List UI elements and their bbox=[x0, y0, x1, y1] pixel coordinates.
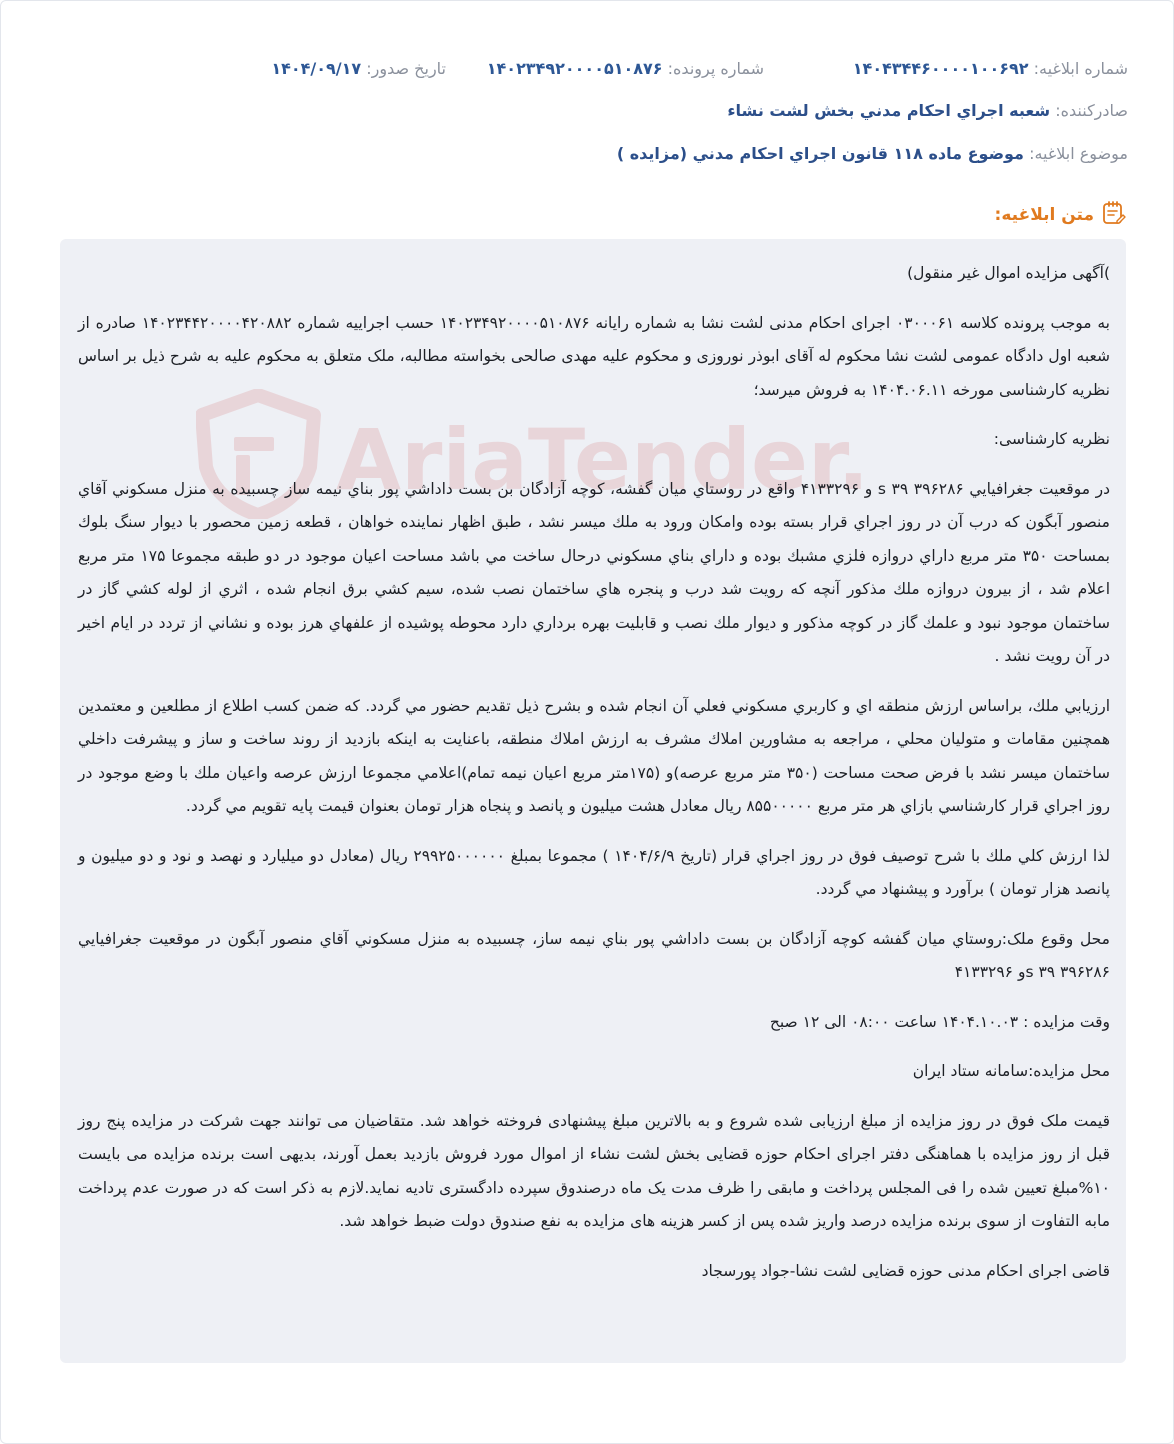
paragraph-auction-terms: قیمت ملک فوق در روز مزایده از مبلغ ارزیابی شده شروع و به بالاترین مبلغ پیشنهادی فروخته خواهد شد. متقاضیان می توانند جهت شرکت در مزایده پنج روز قبل از روز مزایده با هماهنگی دفتر اجرای احکام حوزه قضایی بخش لشت نشاء از اموال مورد فروش بازدید بعمل آورند، بدیهی است برنده مزایده می بایست ۱۰%مبلغ تعیین شده را فی المجلس پرداخت و مابقی را ظرف مدت یک ماه درصندوق سپرده دادگستری تادیه نماید.لازم به ذکر است که در صورت عدم پرداخت مابه التفاوت از سوی برنده مزایده درصد واریز شده پس از کسر هزینه های مزایده به نفع صندوق دولت ضبط خواهد شد. bbox=[78, 1111, 1110, 1230]
paragraph-valuation: ارزيابي ملك، براساس ارزش منطقه اي و کاربري مسکوني فعلي آن انجام شده و بشرح ذيل تقديم حضور مي گردد. که ضمن کسب اطلاع از مطلعين و معتمدين همچنين مقامات و متوليان محلي ، مراجعه به مشاورين املاك مشرف به ارزش املاك منطقه، باعنايت به اينکه بازديد از روند ساخت و ساز و پيشرفت داخلي ساختمان ميسر نشد با فرض صحت مساحت (۳۵۰ متر مربع عرصه)و (۱۷۵متر مربع اعيان نيمه تمام)اعلامي مجموعا ارزش عرصه واعيان ملك با وضع موجود در روز اجراي قرار کارشناسي بازاي هر متر مربع ۸۵۵۰۰۰۰۰ ريال معادل هشت ميليون و پانصد و پنجاه هزار تومان بعنوان قيمت پايه تقويم مي گردد. bbox=[78, 696, 1110, 815]
paragraph-total-value: لذا ارزش کلي ملك با شرح توصيف فوق در روز اجراي قرار (تاريخ ۱۴۰۴/۶/۹ ) مجموعا بمبلغ ۲۹۹۲۵۰۰۰۰۰۰ ريال (معادل دو ميليارد و نهصد و نود و دو ميليون و پانصد هزار تومان ) برآورد و پيشنهاد مي گردد. bbox=[78, 846, 1110, 898]
paragraph-auction-place: محل مزایده:سامانه ستاد ایران bbox=[912, 1062, 1110, 1080]
paragraph-expert-heading: نظریه کارشناسی: bbox=[993, 430, 1110, 448]
paragraph-auction-time: وقت مزایده : ۱۴۰۴.۱۰.۰۳ ساعت ۰۸:۰۰ الی ۱۲ صبح bbox=[769, 1012, 1110, 1031]
issue-date bbox=[271, 58, 446, 80]
issuer-label: صادرکننده: bbox=[1055, 101, 1128, 120]
section-heading bbox=[995, 200, 1126, 230]
subject-row bbox=[46, 143, 1128, 165]
issuer-value: شعبه اجراي احکام مدني بخش لشت نشاء bbox=[727, 101, 1051, 120]
notice-number-label: شماره ابلاغيه: bbox=[1033, 59, 1128, 78]
subject-value: موضوع ماده ۱۱۸ قانون اجراي احکام مدني (مزايده ) bbox=[616, 144, 1024, 163]
subject-label: موضوع ابلاغيه: bbox=[1029, 144, 1128, 163]
issue-date-label: تاريخ صدور: bbox=[366, 59, 446, 78]
case-number bbox=[487, 58, 764, 80]
notice-body-panel bbox=[60, 239, 1126, 1363]
issuer-row bbox=[46, 100, 1128, 122]
paragraph-signature: قاضی اجرای احکام مدنی حوزه قضایی لشت نشا-جواد پورسجاد bbox=[701, 1261, 1110, 1280]
case-number-label: شماره پرونده: bbox=[667, 59, 764, 78]
notepad-icon bbox=[1100, 200, 1126, 230]
notice-number-value: ۱۴۰۴۳۴۴۶۰۰۰۰۱۰۰۶۹۲ bbox=[852, 59, 1029, 78]
paragraph-case-intro: به موجب پرونده کلاسه ۰۳۰۰۰۶۱ اجرای احکام مدنی لشت نشا به شماره رایانه ۱۴۰۲۳۴۹۲۰۰۰۰۵۱۰۸۷۶ حسب اجراییه شماره ۱۴۰۲۳۴۴۲۰۰۰۰۴۲۰۸۸۲ صادره از شعبه اول دادگاه عمومی لشت نشا محکوم له آقای ابوذر نوروزی و محکوم علیه مهدی صالحی بخواسته مطالبه، ملک متعلق به محکوم علیه به شرح ذیل بر اساس نظریه کارشناسی مورخه ۱۴۰۴.۰۶.۱۱ به فروش میرسد؛ bbox=[78, 313, 1110, 399]
notice-number bbox=[853, 58, 1128, 80]
paragraph-title: )آگهی مزایده اموال غیر منقول) bbox=[907, 264, 1110, 282]
notice-body-text bbox=[78, 257, 1110, 1304]
paragraph-location: محل وقوع ملک:روستاي ميان گفشه کوچه آزادگان بن بست داداشي پور بناي نيمه ساز، چسبيده به منزل مسکوني آقاي منصور آبگون در موقعيت جغرافيايي ۳۹۶۲۸۶ ۳۹ sو ۴۱۳۳۲۹۶ bbox=[78, 929, 1110, 981]
section-title: متن ابلاغيه: bbox=[994, 205, 1094, 225]
case-number-value: ۱۴۰۲۳۴۹۲۰۰۰۰۵۱۰۸۷۶ bbox=[486, 59, 663, 78]
paragraph-property-description: در موقعيت جغرافيايي ۳۹۶۲۸۶ s ۳۹ و ۴۱۳۳۲۹۶ واقع در روستاي ميان گفشه، کوچه آزادگان بن بست داداشي پور بناي نيمه ساز چسبيده به منزل مسکوني آقاي منصور آبگون که درب آن در روز اجراي قرار بسته بوده وامکان ورود به ملك ميسر نشد ، طبق اظهار نماينده خواهان ، قطعه زمين محصور با ديوار سنگ بلوك بمساحت ۳۵۰ متر مربع داراي دروازه فلزي مشبك بوده و داراي بناي مسکوني درحال ساخت مي باشد مساحت اعيان موجود در دو طبقه مجموعا ۱۷۵ متر مربع اعلام شد ، از بيرون دروازه ملك مذکور آنچه که رويت شد درب و پنجره هاي ساختمان نصب شده، سيم کشي برق انجام شده ، اثري از لوله کشي گاز در ساختمان موجود نبود و علمك گاز در کوچه مذکور و ديوار ملك نصب و قابليت بهره برداري دارد محوطه پوشيده از علفهاي هرز بوده و نشاني از تردد در ايام اخير در آن رويت نشد . bbox=[78, 479, 1111, 665]
watermark-text: AriaTender. bbox=[336, 411, 870, 509]
issue-date-value: ۱۴۰۴/۰۹/۱۷ bbox=[271, 59, 362, 78]
